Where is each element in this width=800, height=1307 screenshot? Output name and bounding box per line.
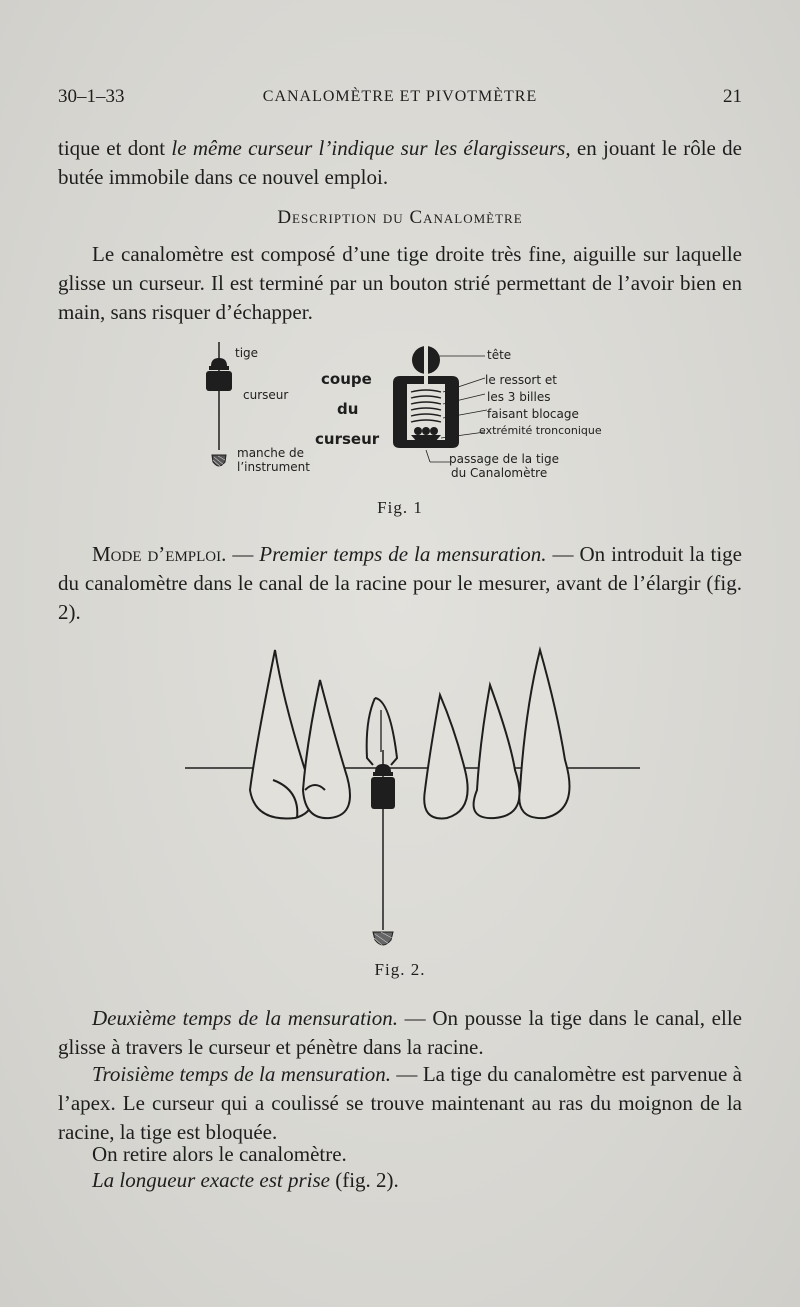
figure-2-caption: Fig. 2. bbox=[374, 960, 426, 979]
final-italic: La longueur exacte est prise bbox=[92, 1168, 330, 1192]
teeth-diagram bbox=[185, 640, 640, 955]
label-passage-1: passage de la tige bbox=[449, 452, 559, 466]
label-curseur: curseur bbox=[243, 388, 289, 402]
mode-paragraph bbox=[58, 540, 742, 627]
label-ressort: le ressort et bbox=[485, 373, 557, 387]
intro-text-1: tique et dont bbox=[58, 136, 172, 160]
deuxieme-text: — On pousse la tige dans le canal, elle glisse à travers le curseur et pénètre dans la racine. bbox=[58, 1006, 742, 1059]
troisieme-italic: Troisième temps de la mensuration. bbox=[92, 1062, 392, 1086]
intro-text-2: en jouant le rôle de butée immobile dans ce nouvel emploi. bbox=[58, 136, 742, 189]
troisieme-paragraph bbox=[58, 1060, 742, 1147]
label-extremite: extrémité tronconique bbox=[479, 424, 602, 437]
label-manche-1: manche de bbox=[237, 446, 305, 460]
label-manche-2: l’instrument bbox=[237, 460, 310, 474]
figure-1-caption: Fig. 1 bbox=[377, 498, 423, 517]
label-tige: tige bbox=[235, 346, 259, 360]
mode-heading: Mode d’emploi. bbox=[92, 542, 227, 566]
label-blocage: faisant blocage bbox=[487, 407, 579, 421]
mode-italic: Premier temps de la mensuration. bbox=[259, 542, 547, 566]
mode-dash: — bbox=[226, 542, 260, 566]
header-title: CANALOMÈTRE ET PIVOTMÈTRE bbox=[262, 88, 538, 105]
label-curseur-bold: curseur bbox=[315, 430, 380, 448]
label-passage-2: du Canalomètre bbox=[451, 466, 548, 480]
retire-paragraph: On retire alors le canalomètre. bbox=[92, 1142, 347, 1166]
label-coupe: coupe bbox=[321, 370, 372, 388]
description-heading: Description du Canalomètre bbox=[277, 207, 523, 228]
page-number: 21 bbox=[723, 86, 742, 107]
mode-text: — On introduit la tige du canalomètre dans le canal de la racine pour le mesurer, avant de l’élargir (fig. 2). bbox=[58, 542, 742, 624]
label-billes: les 3 billes bbox=[487, 390, 551, 404]
label-du: du bbox=[337, 400, 359, 418]
description-paragraph: Le canalomètre est composé d’une tige droite très fine, aiguille sur laquelle glisse un curseur. Il est terminé par un bouton strié permettant de l’avoir bien en main, sans risquer d’échapper. bbox=[58, 242, 742, 324]
header-date: 30–1–33 bbox=[58, 86, 125, 107]
final-text: (fig. 2). bbox=[329, 1168, 399, 1192]
final-paragraph bbox=[58, 1166, 742, 1195]
intro-paragraph bbox=[58, 134, 742, 192]
deuxieme-italic: Deuxième temps de la mensuration. bbox=[92, 1006, 399, 1030]
figure-1 bbox=[195, 338, 615, 488]
figure-2 bbox=[185, 640, 640, 955]
intro-italic: le même curseur l’indique sur les élargisseurs, bbox=[171, 136, 571, 160]
deuxieme-paragraph bbox=[58, 1004, 742, 1062]
label-tete: tête bbox=[487, 348, 512, 362]
running-header bbox=[58, 86, 742, 116]
troisieme-text: — La tige du canalomètre est parvenue à l’apex. Le curseur qui a coulissé se trouve maintenant au ras du moignon de la racine, la tige est bloquée. bbox=[58, 1062, 742, 1144]
